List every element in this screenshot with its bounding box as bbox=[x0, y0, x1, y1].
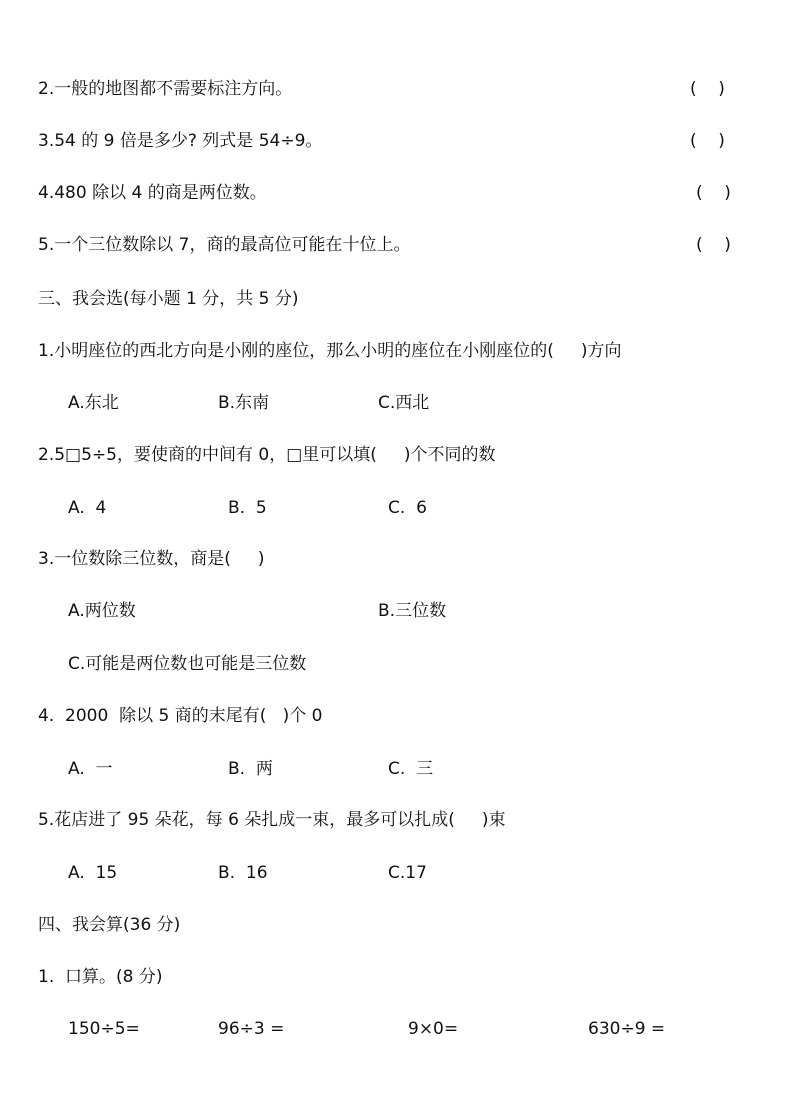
option-c: C.17 bbox=[388, 863, 427, 883]
question-text: 1.小明座位的西北方向是小刚的座位，那么小明的座位在小刚座位的( )方向 bbox=[38, 341, 622, 361]
option-a: A. 15 bbox=[68, 863, 118, 883]
question-text: 5.花店进了 95 朵花，每 6 朵扎成一束，最多可以扎成( )束 bbox=[38, 810, 506, 830]
option-c: C.可能是两位数也可能是三位数 bbox=[68, 654, 307, 674]
option-a: A.两位数 bbox=[68, 601, 136, 621]
sub-heading: 1. 口算。(8 分) bbox=[38, 967, 163, 987]
answer-paren: ( ) bbox=[696, 183, 731, 203]
judgment-item: 2.一般的地图都不需要标注方向。 bbox=[38, 79, 293, 99]
section-heading: 三、我会选(每小题 1 分，共 5 分) bbox=[38, 289, 299, 309]
calc-problem: 150÷5= bbox=[68, 1019, 140, 1039]
option-a: A. 一 bbox=[68, 759, 113, 779]
option-b: B.东南 bbox=[218, 393, 270, 413]
answer-paren: ( ) bbox=[696, 235, 731, 255]
option-b: B.三位数 bbox=[378, 601, 447, 621]
judgment-item: 5.一个三位数除以 7，商的最高位可能在十位上。 bbox=[38, 235, 411, 255]
answer-paren: ( ) bbox=[690, 79, 725, 99]
judgment-item: 4.480 除以 4 的商是两位数。 bbox=[38, 183, 267, 203]
question-text: 4. 2000 除以 5 商的末尾有( )个 0 bbox=[38, 706, 323, 726]
answer-paren: ( ) bbox=[690, 131, 725, 151]
option-b: B. 两 bbox=[228, 759, 273, 779]
judgment-item: 3.54 的 9 倍是多少? 列式是 54÷9。 bbox=[38, 131, 323, 151]
question-text: 3.一位数除三位数，商是( ) bbox=[38, 549, 265, 569]
section-heading: 四、我会算(36 分) bbox=[38, 915, 181, 935]
option-b: B. 5 bbox=[228, 498, 267, 518]
calc-problem: 630÷9 = bbox=[588, 1019, 666, 1039]
question-text: 2.5□5÷5，要使商的中间有 0，□里可以填( )个不同的数 bbox=[38, 445, 496, 465]
option-c: C.西北 bbox=[378, 393, 430, 413]
option-a: A. 4 bbox=[68, 498, 107, 518]
calc-problem: 9×0= bbox=[408, 1019, 459, 1039]
option-a: A.东北 bbox=[68, 393, 119, 413]
calc-problem: 96÷3 = bbox=[218, 1019, 285, 1039]
option-b: B. 16 bbox=[218, 863, 268, 883]
option-c: C. 三 bbox=[388, 759, 434, 779]
option-c: C. 6 bbox=[388, 498, 427, 518]
